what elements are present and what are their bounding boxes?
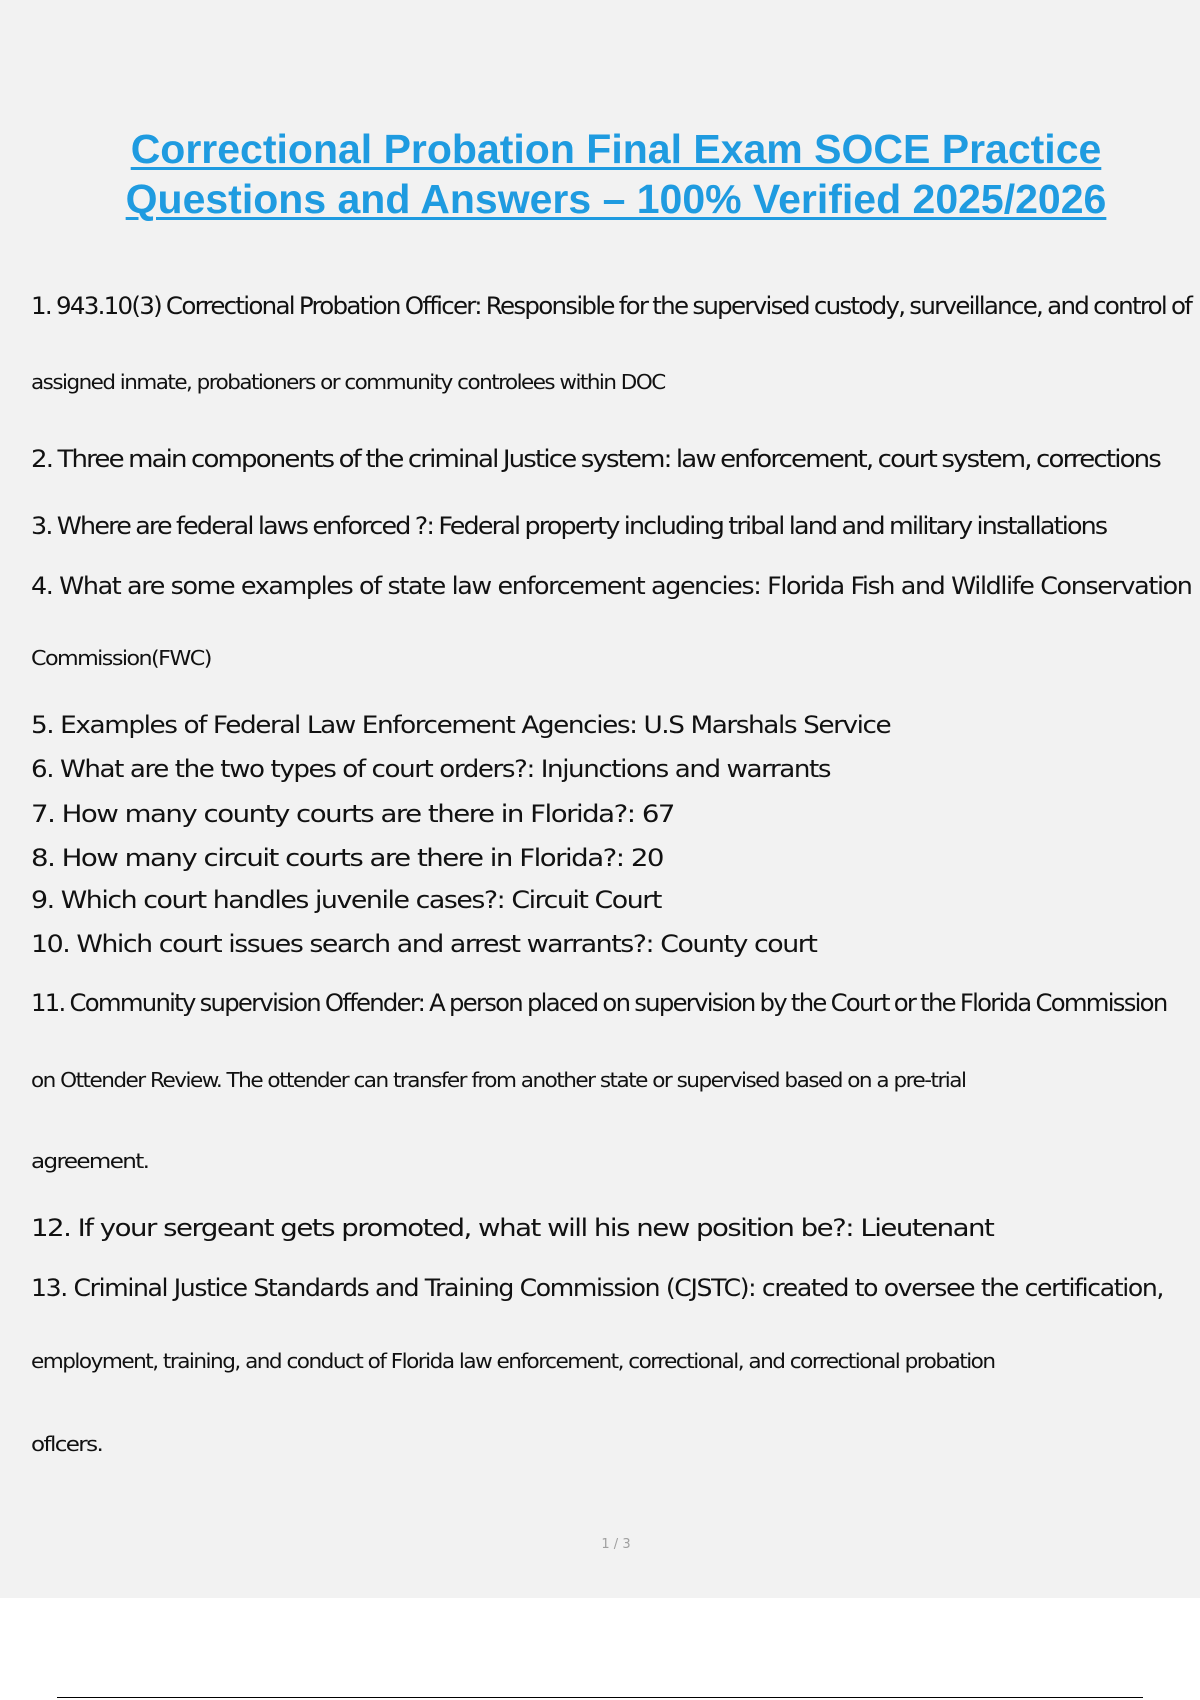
page-number: 1 / 3 bbox=[601, 1537, 631, 1552]
question-item-10: 10. Which court issues search and arrest warrants?: County court bbox=[31, 930, 817, 958]
question-item-1: 1. 943.10(3) Correctional Probation Officer: Responsible for the supervised custody, surveillance, and control of bbox=[31, 292, 1192, 320]
footer-rule bbox=[57, 1697, 1143, 1698]
question-item-13-end: oflcers. bbox=[31, 1432, 103, 1456]
question-item-13: 13. Criminal Justice Standards and Training Commission (CJSTC): created to oversee the certification, bbox=[31, 1274, 1164, 1302]
question-item-4: 4. What are some examples of state law enforcement agencies: Florida Fish and Wildlife Conservation bbox=[31, 572, 1192, 600]
question-item-5: 5. Examples of Federal Law Enforcement Agencies: U.S Marshals Service bbox=[31, 711, 891, 739]
question-item-8: 8. How many circuit courts are there in Florida?: 20 bbox=[31, 844, 663, 872]
question-item-4-continued: Commission(FWC) bbox=[31, 646, 211, 670]
question-item-6: 6. What are the two types of court orders?: Injunctions and warrants bbox=[31, 755, 831, 783]
question-item-7: 7. How many county courts are there in Florida?: 67 bbox=[31, 800, 674, 828]
question-item-3: 3. Where are federal laws enforced ?: Federal property including tribal land and military installations bbox=[31, 512, 1107, 540]
title-line-2: Questions and Answers – 100% Verified 2025/2026 bbox=[125, 176, 1107, 222]
question-item-12: 12. If your sergeant gets promoted, what will his new position be?: Lieutenant bbox=[31, 1214, 994, 1242]
title-line-1: Correctional Probation Final Exam SOCE Practice bbox=[130, 126, 1102, 172]
question-item-11: 11. Community supervision Offender: A person placed on supervision by the Court or the Florida Commission bbox=[31, 989, 1167, 1017]
question-item-13-continued: employment, training, and conduct of Florida law enforcement, correctional, and correctional probation bbox=[31, 1349, 995, 1373]
question-item-11-continued: on Ottender Review. The ottender can transfer from another state or supervised based on a pre-trial bbox=[31, 1068, 966, 1092]
question-item-2: 2. Three main components of the criminal Justice system: law enforcement, court system, corrections bbox=[31, 445, 1161, 473]
question-item-1-continued: assigned inmate, probationers or community controlees within DOC bbox=[31, 370, 665, 394]
question-item-11-end: agreement. bbox=[31, 1149, 149, 1173]
document-title bbox=[0, 124, 1200, 224]
question-item-9: 9. Which court handles juvenile cases?: Circuit Court bbox=[31, 886, 661, 914]
